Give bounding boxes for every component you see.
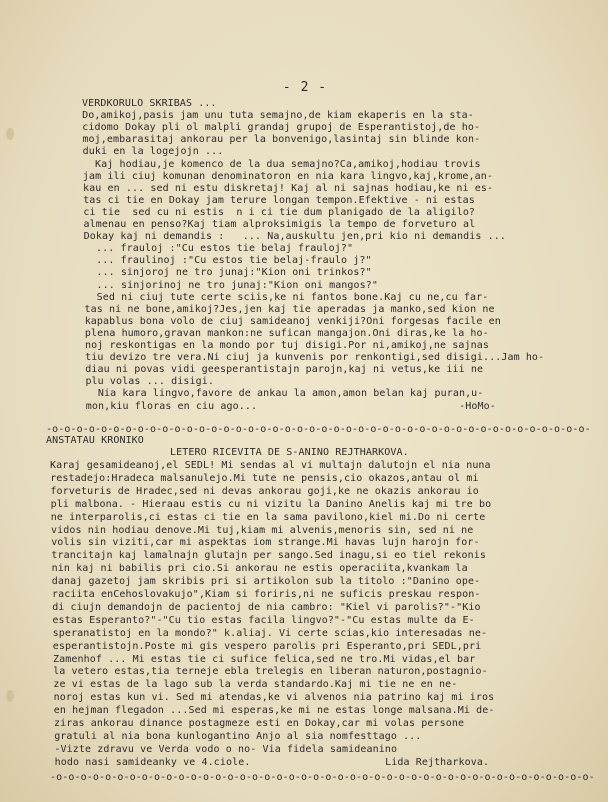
section2-line: la vetero estas,tia terneje ebla trelegis en liberan naturon,postagnio-: [53, 666, 488, 678]
section1-line: ... sinjorinoj ne tro junaj:"Kion oni mangos?": [84, 279, 379, 291]
section2-line: vidos nin hodiau denove.Mi tuj,kiam mi alvenis,menoris sin, sed ni ne: [51, 524, 474, 536]
section1-line: duki en la logejojn ...: [82, 146, 224, 158]
section2-line: esperantistojn.Poste mi gis vespero parolis pri Esperanto,pri SEDL,pri: [52, 640, 482, 652]
section2-line: noroj estas kun vi. Sed mi atendas,ke vi alvenos nia patrino kaj mi iros: [53, 692, 495, 704]
section1-line: ... fraulinoj :"Cu estos tie belaj-fraulo j?": [83, 255, 372, 267]
punch-hole-bottom: [6, 690, 14, 702]
section1-line: tas ci tie en Dokay jam terure longan tempon.Efektive - ni estas: [83, 194, 475, 206]
section2-line: di ciujn demandojn de pacientoj de nia cambro: "Kiel vi parolis?"-"Kio: [52, 601, 481, 613]
section2-line: hodo nasi samideanky ve 4.ciole. Lida Rejtharkova.: [54, 756, 490, 768]
section2-line: forveturis de Hradec,sed ni devas ankorau goji,ke ne okazis ankorau io: [50, 485, 479, 497]
section2-line: volis sin viziti,car mi aspektas iom strange.Mi havas lujn harojn for-: [51, 537, 480, 549]
section2-line: nin kaj ni babilis pri cio.Si ankorau ne estis operaciita,kvankam la: [51, 563, 468, 575]
section1-line: VERDKORULO SKRIBAS ...: [82, 98, 217, 109]
section2-line: estas Esperanto?"-"Cu tio estas facila lingvo?"-"Cu estas multe da E-: [52, 614, 475, 626]
section2-line: Karaj gesamideanoj,el SEDL! Mi sendas al vi multajn dalutojn el nia nuna: [50, 460, 491, 471]
section2-line: gratuli al nia bona kunlogantino Anjo al sia nomfesttago ...: [54, 730, 422, 742]
section1-line: plena humoro,gravan mankon:ne sufican mangajon.Oni diras,ke la ho-: [84, 327, 489, 339]
section2-line: ne interparolis,ci estas ci tie en la sama pavilono,kiel mi.Do ni certe: [50, 511, 486, 523]
section1-line: tiu devizo tre vera.Ni ciuj ja kunvenis por renkontigi,sed disigi...Jam ho-: [85, 352, 545, 364]
section1-line: mon,kiu floras en ciu ago... -HoMo-: [85, 400, 496, 412]
section1-line: kau en ... sed ni estu diskretaj! Kaj al ni sajnas hodiau,ke ni es-: [83, 182, 494, 194]
section2-line: Zamenhof ... Mi estas tie ci sufice felica,sed ne tro.Mi vidas,el bar: [53, 653, 476, 665]
section1-line: Dokay kaj ni demandis : ... Na,auskultu jen,pri kio ni demandis ...: [83, 231, 506, 243]
section1-line: ... sinjoroj ne tro junaj:"Kion oni trinkos?": [84, 267, 372, 279]
separator-top: -o-o-o-o-o-o-o-o-o-o-o-o-o-o-o-o-o-o-o-o-o-o-o-o-o-o-o-o-o-o-o-o-o-o-o-o-o-o-o-o-o-o-o-o-: [46, 424, 591, 435]
section1-line: cidomo Dokay pli ol malpli grandaj grupoj de Esperantistoj,de ho-: [82, 122, 481, 134]
section1-line: Kaj hodiau,je komenco de la dua semajno?Ca,amikoj,hodiau trovis: [82, 158, 481, 170]
section1-line: almenau en penso?Kaj tiam alproksimigis la tempo de forveturo al: [83, 219, 476, 230]
section1-line: kapablus bona volo de ciuj samideanoj venkiji?Oni forgesas facile en: [84, 315, 501, 327]
section2-line: danaj gazetoj jam skribis pri si artikolon sub la titolo :"Danino ope-: [51, 576, 481, 588]
page-number: - 2 -: [282, 80, 328, 95]
section1-line: Do,amikoj,pasis jam unu tuta semajno,de kiam ekaperis en la sta-: [82, 110, 474, 122]
section1-line: tas ni ne bone,amikoj?Jes,jen kaj tie aperadas ja manko,sed kion ne: [84, 303, 495, 315]
section1-line: Nia kara lingvo,favore de ankau la amon,amon belan kaj puran,u-: [85, 388, 484, 400]
section2-header: ANSTATAU KRONIKO: [46, 435, 144, 446]
punch-hole-top: [6, 128, 14, 140]
section2-line: ziras ankorau dinance postagmeze esti en Dokay,car mi volas persone: [54, 718, 465, 729]
section2-line: ze vi estas de la lago sub la verda standardo.Kaj mi tie ne en ne-: [53, 679, 458, 691]
separator-bottom: -o-o-o-o-o-o-o-o-o-o-o-o-o-o-o-o-o-o-o-o-o-o-o-o-o-o-o-o-o-o-o-o-o-o-o-o-o-o-o-o-o-o-o-o-: [50, 772, 595, 783]
section2-line: pli malbona. - Hieraau estis cu ni vizitu la Danino Anelis kaj mi tre bo: [50, 498, 492, 510]
section1-line: diau ni povas vidi geesperantistajn parojn,kaj ni vetus,ke iii ne: [85, 364, 484, 376]
section2-title: LETERO RICEVITA DE S-ANINO REJTHARKOVA.: [170, 447, 409, 458]
section1-line: ... frauloj :"Cu estos tie belaj frauloj?": [83, 243, 354, 255]
section1-line: moj,embarasitaj ankorau per la bonvenigo,lasintaj sin blinde kon-: [82, 134, 481, 146]
section2-line: restadejo:Hradeca malsanulejo.Mi tute ne pensis,cio okazos,antau ol mi: [50, 472, 479, 484]
section2-line: en hejman flegadon ...Sed mi esperas,ke mi ne estas longe malsana.Mi de-: [53, 705, 495, 717]
section2-line: -Vizte zdravu ve Verda vodo o no- Via fidela samideanino: [54, 743, 398, 755]
section1-line: plu volas ... disigi.: [85, 376, 214, 388]
section2-line: raciita enCehoslovakujo",Kiam si foriris,ni ne suficis preskau respon-: [52, 589, 481, 600]
section2-line: speranatistoj en la mondo?" k.aliaj. Vi certe scias,kio interesadas ne-: [52, 627, 488, 639]
section2-line: trancitajn kaj lamalnajn glutajn per sango.Sed inagu,si eo tiel rekonis: [51, 550, 486, 562]
section1-line: Sed ni ciuj tute certe sciis,ke ni fantos bone.Kaj cu ne,cu far-: [84, 291, 489, 303]
section1-line: jam ili ciuj komunan denominatoron en nia kara lingvo,kaj,krome,an-: [82, 170, 493, 182]
section1-line: ci tie sed cu ni estis n i ci tie dum planigado de la aligilo?: [83, 206, 476, 218]
section1-line: noj reskontigas en la mondo por tuj disigi.Por ni,amikoj,ne sajnas: [85, 340, 489, 351]
